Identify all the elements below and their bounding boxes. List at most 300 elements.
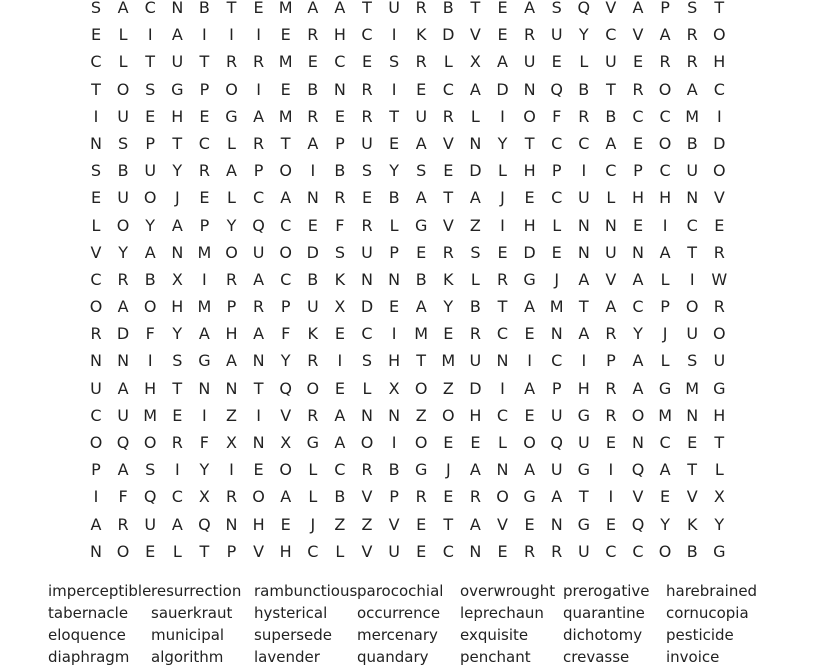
grid-letter: O [306, 378, 320, 398]
grid-letter: C [551, 188, 563, 208]
grid-letter: U [252, 242, 265, 262]
grid-letter: N [306, 188, 319, 208]
grid-letter: I [256, 405, 261, 425]
grid-letter: C [280, 269, 292, 289]
grid-letter: E [253, 0, 264, 17]
grid-letter: R [225, 269, 238, 289]
grid-letter: H [659, 188, 672, 208]
grid-letter: E [470, 433, 481, 452]
grid-letter: U [171, 52, 184, 72]
grid-letter: Y [118, 242, 128, 262]
word-list-item: harebrained [666, 582, 758, 600]
grid-letter: R [253, 133, 265, 153]
grid-letter: T [443, 188, 454, 208]
grid-letter: E [416, 514, 427, 534]
grid-letter: T [280, 133, 291, 153]
grid-letter: I [202, 269, 207, 289]
grid-letter: H [713, 405, 726, 425]
grid-letter: Y [280, 351, 291, 371]
grid-letter: C [280, 215, 292, 235]
grid-letter: Z [361, 514, 373, 534]
grid-letter: E [524, 324, 535, 344]
grid-letter: U [469, 351, 482, 371]
grid-letter: B [388, 188, 400, 208]
grid-letter: N [469, 541, 482, 561]
grid-letter: G [523, 487, 536, 507]
grid-letter: R [307, 25, 319, 45]
grid-letter: M [278, 52, 293, 72]
grid-letter: F [335, 215, 345, 235]
grid-letter: H [577, 378, 590, 398]
word-list-item: rambunctious [254, 582, 358, 600]
grid-letter: V [686, 487, 698, 507]
grid-letter: A [280, 188, 292, 208]
grid-letter: E [443, 487, 454, 507]
word-list-row [48, 625, 808, 647]
grid-letter: Q [550, 433, 563, 452]
grid-letter: I [147, 25, 153, 45]
grid-letter: Y [633, 324, 643, 344]
grid-letter: U [117, 188, 129, 208]
grid-letter: S [687, 351, 698, 371]
grid-letter: U [550, 25, 563, 45]
grid-letter: A [226, 351, 237, 371]
grid-letter: I [391, 324, 397, 344]
grid-letter: R [117, 514, 129, 534]
grid-letter: B [198, 0, 210, 17]
grid-letter: S [90, 0, 102, 17]
grid-letter: H [523, 215, 536, 235]
grid-letter: E [199, 106, 210, 126]
grid-letter: P [606, 351, 616, 371]
grid-letter: P [660, 297, 670, 317]
grid-letter: I [256, 79, 261, 99]
grid-letter: Q [116, 433, 130, 452]
grid-letter: R [307, 351, 319, 371]
grid-letter: I [202, 405, 207, 425]
grid-letter: N [252, 433, 265, 452]
grid-letter: N [90, 541, 102, 561]
grid-letter: B [469, 297, 481, 317]
grid-letter: A [686, 79, 698, 99]
grid-letter: N [90, 351, 102, 371]
grid-letter: L [660, 351, 670, 371]
grid-letter: L [172, 541, 182, 561]
grid-letter: A [307, 133, 319, 153]
grid-letter: P [389, 242, 399, 262]
grid-letter: F [118, 487, 128, 507]
grid-letter: C [713, 79, 725, 99]
grid-letter: O [89, 433, 103, 452]
grid-letter: L [470, 106, 480, 126]
grid-letter: T [172, 133, 183, 153]
grid-letter: X [334, 297, 346, 317]
grid-letter: L [579, 52, 589, 72]
grid-letter: T [606, 79, 616, 99]
grid-letter: E [145, 106, 156, 126]
word-list-item: mercenary [357, 626, 438, 644]
grid-letter: V [497, 514, 508, 534]
grid-letter: N [225, 378, 238, 398]
grid-letter: J [554, 269, 560, 289]
grid-letter: C [496, 324, 509, 344]
grid-letter: C [90, 405, 102, 425]
grid-letter: O [279, 242, 292, 262]
grid-letter: N [550, 324, 563, 344]
grid-letter: C [361, 324, 373, 344]
grid-letter: N [90, 133, 102, 153]
grid-letter: B [117, 161, 129, 181]
word-list-item: crevasse [563, 648, 630, 666]
grid-letter: S [361, 161, 373, 181]
grid-letter: A [632, 351, 644, 371]
grid-letter: I [174, 460, 180, 480]
grid-letter: N [361, 405, 373, 425]
word-list-item: cornucopia [666, 604, 749, 622]
grid-letter: A [659, 242, 671, 262]
grid-letter: A [578, 269, 590, 289]
grid-letter: O [116, 215, 130, 235]
grid-letter: L [714, 460, 724, 480]
grid-letter: X [469, 52, 481, 72]
grid-letter: E [145, 541, 156, 561]
grid-letter: D [523, 242, 536, 262]
grid-letter: L [227, 133, 236, 153]
grid-letter: I [716, 106, 722, 126]
grid-letter: L [606, 188, 616, 208]
grid-letter: E [90, 188, 102, 208]
grid-letter: N [577, 215, 590, 235]
grid-letter: N [632, 433, 644, 452]
grid-letter: T [687, 460, 698, 480]
grid-letter: A [524, 378, 536, 398]
grid-letter: A [469, 460, 481, 480]
grid-letter: I [93, 106, 99, 126]
grid-letter: T [714, 0, 725, 17]
grid-letter: E [253, 460, 264, 480]
grid-letter: C [605, 541, 617, 561]
grid-letter: A [198, 324, 210, 344]
grid-letter: V [280, 405, 292, 425]
grid-letter: N [117, 351, 130, 371]
grid-letter: U [605, 242, 617, 262]
grid-letter: C [144, 0, 156, 17]
grid-letter: Y [226, 215, 237, 235]
grid-letter: A [524, 0, 536, 17]
grid-letter: N [686, 405, 699, 425]
grid-letter: U [550, 460, 563, 480]
grid-letter: A [117, 297, 129, 317]
grid-letter: H [171, 106, 184, 126]
grid-letter: V [713, 188, 725, 208]
grid-letter: H [631, 188, 645, 208]
word-list-row [48, 603, 808, 625]
grid-letter: E [90, 25, 102, 45]
grid-letter: L [335, 541, 345, 561]
grid-letter: C [632, 106, 644, 126]
grid-letter: Y [578, 25, 589, 45]
grid-letter: R [524, 25, 536, 45]
grid-letter: A [226, 161, 237, 181]
grid-letter: O [252, 487, 265, 507]
grid-letter: E [416, 242, 427, 262]
grid-letter: D [469, 161, 482, 181]
grid-letter: R [253, 297, 265, 317]
grid-letter: L [308, 487, 318, 507]
grid-letter: H [279, 541, 292, 561]
grid-letter: Q [577, 0, 591, 17]
grid-letter: I [391, 433, 397, 452]
word-list-item: invoice [666, 648, 720, 666]
grid-letter: G [658, 378, 672, 398]
grid-letter: N [333, 79, 346, 99]
grid-letter: O [89, 297, 103, 317]
grid-letter: R [686, 52, 698, 72]
grid-letter: G [713, 541, 726, 561]
grid-letter: Y [145, 215, 156, 235]
grid-letter: A [415, 133, 427, 153]
grid-letter: E [389, 133, 400, 153]
word-list-item: lavender [254, 648, 320, 666]
grid-letter: I [391, 79, 397, 99]
grid-letter: T [199, 541, 210, 561]
grid-letter: H [144, 378, 157, 398]
grid-letter: X [388, 378, 400, 398]
grid-letter: T [443, 514, 454, 534]
grid-letter: O [523, 106, 536, 126]
grid-letter: C [578, 133, 590, 153]
grid-letter: E [361, 188, 373, 208]
grid-letter: R [605, 378, 617, 398]
grid-letter: E [416, 541, 427, 561]
grid-letter: C [659, 106, 671, 126]
word-list-item: municipal [151, 626, 225, 644]
grid-letter: T [253, 378, 264, 398]
grid-letter: A [578, 324, 590, 344]
grid-letter: Z [226, 405, 237, 425]
grid-letter: N [523, 79, 536, 99]
grid-letter: R [253, 52, 265, 72]
grid-letter: L [470, 269, 480, 289]
grid-letter: K [307, 324, 319, 344]
grid-letter: K [443, 269, 454, 289]
grid-letter: A [632, 269, 644, 289]
grid-letter: V [388, 514, 400, 534]
grid-letter: B [605, 106, 617, 126]
grid-letter: E [307, 215, 318, 235]
word-list-item: parocochial [357, 582, 444, 600]
grid-letter: C [253, 188, 265, 208]
word-list-row [48, 647, 808, 669]
grid-letter: I [608, 460, 614, 480]
grid-letter: I [581, 161, 587, 181]
grid-letter: N [469, 133, 482, 153]
grid-letter: S [416, 161, 427, 181]
word-list-item: diaphragm [48, 648, 130, 666]
grid-letter: A [334, 433, 346, 452]
grid-letter: Y [172, 161, 183, 181]
grid-letter: C [551, 351, 563, 371]
grid-letter: R [171, 433, 183, 452]
grid-letter: R [307, 405, 319, 425]
grid-letter: Y [199, 460, 210, 480]
grid-letter: C [198, 133, 210, 153]
grid-letter: R [496, 269, 509, 289]
grid-letter: R [659, 52, 671, 72]
grid-letter: T [145, 52, 156, 72]
grid-letter: E [524, 514, 535, 534]
grid-letter: E [280, 514, 291, 534]
grid-letter: G [225, 106, 238, 126]
grid-letter: H [225, 324, 238, 344]
grid-letter: E [334, 324, 345, 344]
grid-letter: M [414, 324, 429, 344]
grid-letter: P [226, 541, 237, 561]
grid-letter: G [713, 378, 726, 398]
grid-letter: L [660, 269, 670, 289]
word-list-item: dichotomy [563, 626, 643, 644]
grid-letter: C [442, 541, 454, 561]
grid-letter: P [226, 297, 237, 317]
grid-letter: B [307, 79, 319, 99]
grid-letter: A [605, 133, 617, 153]
grid-letter: R [524, 541, 536, 561]
grid-letter: S [90, 161, 102, 181]
grid-letter: X [280, 433, 292, 452]
grid-letter: O [713, 324, 726, 344]
grid-letter: F [552, 106, 562, 126]
grid-letter: V [632, 25, 644, 45]
grid-letter: I [229, 460, 234, 480]
grid-letter: I [608, 487, 614, 507]
grid-letter: O [116, 79, 130, 99]
grid-letter: V [442, 133, 454, 153]
word-list-item: imperceptible [48, 582, 152, 600]
grid-letter: F [281, 324, 291, 344]
grid-letter: V [253, 541, 265, 561]
grid-letter: A [171, 215, 183, 235]
grid-letter: T [578, 297, 589, 317]
grid-letter: N [388, 269, 401, 289]
grid-letter: A [171, 25, 183, 45]
grid-letter: S [118, 133, 129, 153]
grid-letter: C [496, 405, 509, 425]
grid-letter: U [523, 52, 536, 72]
grid-letter: U [90, 378, 102, 398]
grid-letter: C [90, 52, 102, 72]
grid-letter: U [117, 405, 129, 425]
grid-letter: V [442, 215, 454, 235]
grid-letter: O [523, 433, 536, 452]
grid-letter: B [415, 269, 427, 289]
grid-letter: O [658, 541, 672, 561]
grid-letter: A [117, 460, 129, 480]
grid-letter: E [443, 433, 454, 452]
word-list [48, 581, 808, 669]
grid-letter: C [171, 487, 183, 507]
grid-letter: H [333, 25, 346, 45]
grid-letter: J [445, 460, 451, 480]
word-list-item: tabernacle [48, 604, 129, 622]
grid-letter: I [202, 25, 207, 45]
grid-letter: E [280, 25, 291, 45]
grid-letter: O [496, 487, 509, 507]
grid-letter: E [687, 433, 698, 452]
grid-letter: T [524, 133, 535, 153]
grid-letter: A [659, 25, 671, 45]
grid-letter: R [361, 79, 373, 99]
grid-letter: N [604, 215, 617, 235]
grid-letter: E [632, 133, 644, 153]
grid-letter: S [361, 351, 373, 371]
grid-letter: W [711, 269, 728, 289]
grid-letter: J [662, 324, 668, 344]
grid-letter: B [686, 133, 698, 153]
grid-letter: M [197, 297, 212, 317]
grid-letter: G [523, 269, 536, 289]
grid-letter: E [524, 188, 535, 208]
grid-letter: U [577, 541, 590, 561]
grid-letter: R [442, 242, 454, 262]
grid-letter: R [605, 324, 617, 344]
grid-letter: E [632, 215, 644, 235]
grid-letter: G [577, 514, 590, 534]
grid-letter: E [551, 52, 562, 72]
grid-letter: D [116, 324, 130, 344]
grid-letter: L [308, 460, 318, 480]
grid-letter: A [144, 242, 156, 262]
grid-letter: C [632, 297, 644, 317]
grid-letter: Z [469, 215, 481, 235]
grid-letter: O [658, 79, 672, 99]
grid-letter: U [577, 188, 590, 208]
grid-letter: S [172, 351, 183, 371]
grid-letter: I [310, 161, 316, 181]
grid-letter: M [278, 0, 293, 17]
word-list-item: sauerkraut [151, 604, 233, 622]
grid-letter: C [686, 215, 698, 235]
grid-letter: R [361, 215, 373, 235]
grid-letter: B [686, 541, 698, 561]
grid-letter: V [361, 541, 373, 561]
grid-letter: E [443, 161, 454, 181]
grid-letter: G [198, 351, 211, 371]
grid-letter: U [361, 133, 373, 153]
word-list-item: prerogative [563, 582, 650, 600]
grid-letter: D [442, 25, 455, 45]
grid-letter: I [391, 25, 397, 45]
grid-letter: S [145, 79, 156, 99]
grid-letter: T [389, 106, 399, 126]
word-list-row [48, 581, 808, 603]
grid-letter: P [253, 161, 264, 181]
grid-letter: T [91, 79, 101, 99]
grid-letter: E [497, 242, 508, 262]
word-list-item: occurrence [357, 604, 441, 622]
grid-letter: O [631, 405, 645, 425]
grid-letter: N [171, 242, 184, 262]
grid-letter: R [632, 79, 644, 99]
grid-letter: T [687, 242, 698, 262]
grid-letter: D [306, 242, 319, 262]
grid-letter: Q [550, 79, 563, 99]
grid-letter: G [577, 405, 590, 425]
grid-letter: O [225, 79, 238, 99]
grid-letter: N [686, 188, 699, 208]
grid-letter: Q [252, 215, 265, 235]
grid-letter: G [414, 215, 428, 235]
grid-letter: E [334, 378, 345, 398]
